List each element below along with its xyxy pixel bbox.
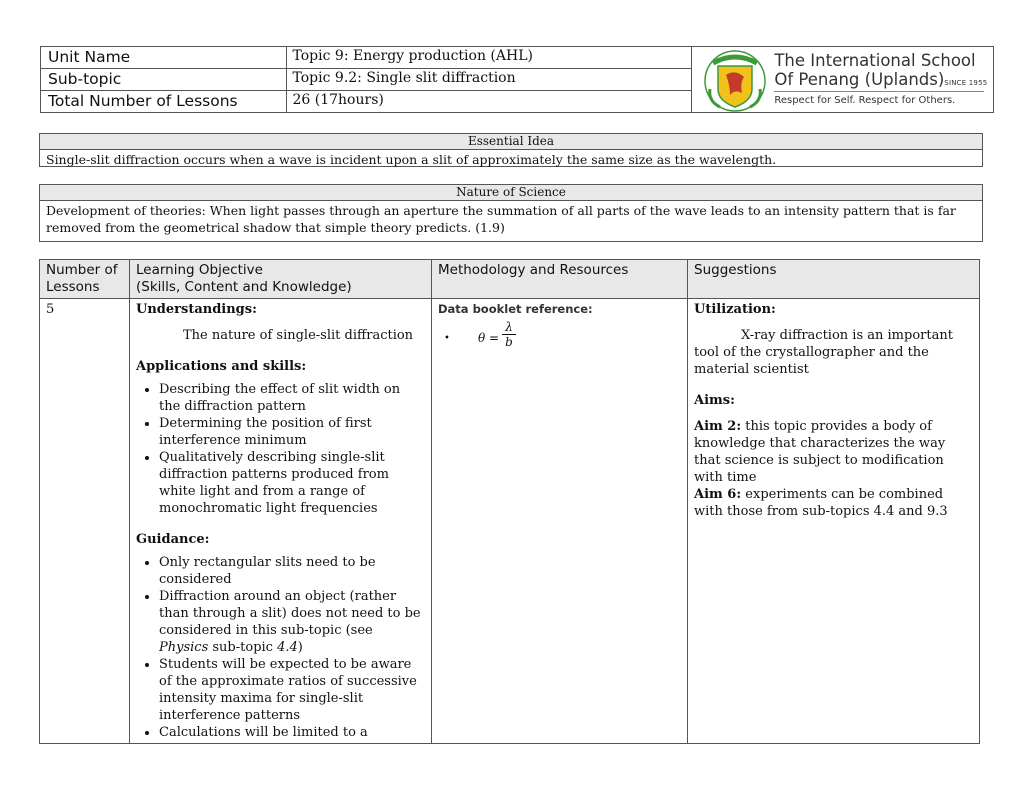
aim-6: Aim 6: experiments can be combined with those from sub-topics 4.4 and 9.3 [694,487,948,519]
aims-heading: Aims: [694,393,735,408]
applications-list [136,381,425,517]
guidance-item: • Students will be expected to be aware of the approximate ratios of successive intensity maxima for single-slit interference patterns [159,656,425,724]
school-since: SINCE 1955 [944,79,988,87]
learning-objective-cell [130,299,432,744]
unit-name-label: Unit Name [41,47,287,69]
nature-of-science-text: Development of theories: When light passes through an aperture the summation of all parts of the wave leads to an intensity pattern that is far removed from the geometrical shadow that simple theory predicts. (1.9) [46,203,956,235]
header-suggestions: Suggestions [688,260,980,299]
application-item: • Describing the effect of slit width on the diffraction pattern [159,381,425,415]
essential-idea-text: Single-slit diffraction occurs when a wave is incident upon a slit of approximately the same size as the wavelength. [46,152,777,167]
guidance-item: • Calculations will be limited to a [159,724,425,741]
unit-name-value: Topic 9: Energy production (AHL) [286,47,692,69]
total-lessons-label: Total Number of Lessons [41,91,287,113]
applications-heading: Applications and skills: [136,359,307,374]
total-lessons-value: 26 (17hours) [286,91,692,113]
header-methodology: Methodology and Resources [432,260,688,299]
header-learning-objective-line2: (Skills, Content and Knowledge) [136,279,352,295]
equation-numerator: λ [502,320,516,335]
nature-of-science-box [39,184,983,242]
data-booklet-heading: Data booklet reference: [438,302,593,316]
school-logo [698,47,988,113]
lesson-plan-table [39,259,980,744]
guidance-list [136,554,425,741]
understanding-text: The nature of single-slit diffraction [183,328,414,343]
methodology-cell [432,299,688,744]
diffraction-equation [438,318,681,358]
guidance-item: • Only rectangular slits need to be considered [159,554,425,588]
header-learning-objective-line1: Learning Objective [136,262,263,278]
sub-topic-value: Topic 9.2: Single slit diffraction [286,69,692,91]
header-learning-objective [130,260,432,299]
utilization-text: X-ray diffraction is an important tool of the crystallographer and the material scientist [694,328,953,377]
utilization-heading: Utilization: [694,302,776,317]
school-name-line2-text: Of Penang (Uplands) [774,70,945,89]
equation-denominator: b [505,335,513,349]
application-item: • Qualitatively describing single-slit diffraction patterns produced from white light and from a range of monochromatic light frequencies [159,449,425,517]
aim-2: Aim 2: this topic provides a body of knowledge that characterizes the way that science is subject to modification with time [694,419,946,485]
essential-idea-heading: Essential Idea [40,134,982,150]
school-name-line1: The International School [774,51,976,70]
suggestions-cell [688,299,980,744]
understandings-heading: Understandings: [136,302,257,317]
lessons-count: 5 [40,299,130,744]
nature-of-science-heading: Nature of Science [40,185,982,201]
guidance-heading: Guidance: [136,532,210,547]
school-name-line2 [774,70,987,89]
essential-idea-box [39,133,983,167]
header-number-of-lessons: Number of Lessons [40,260,130,299]
equation-fraction [502,320,516,349]
sub-topic-label: Sub-topic [41,69,287,91]
unit-header-table [40,46,994,113]
school-motto: Respect for Self. Respect for Others. [774,95,956,106]
school-crest-icon [704,49,766,113]
equation-lhs: θ = [478,331,500,345]
school-logo-cell [692,47,994,113]
tagline-divider [774,91,984,92]
guidance-item: • Diffraction around an object (rather than through a slit) does not need to be considered in this sub-topic (see Physics sub-topic 4.4) [159,588,425,656]
application-item: • Determining the position of first interference minimum [159,415,425,449]
equation-bullet: • [444,333,450,344]
